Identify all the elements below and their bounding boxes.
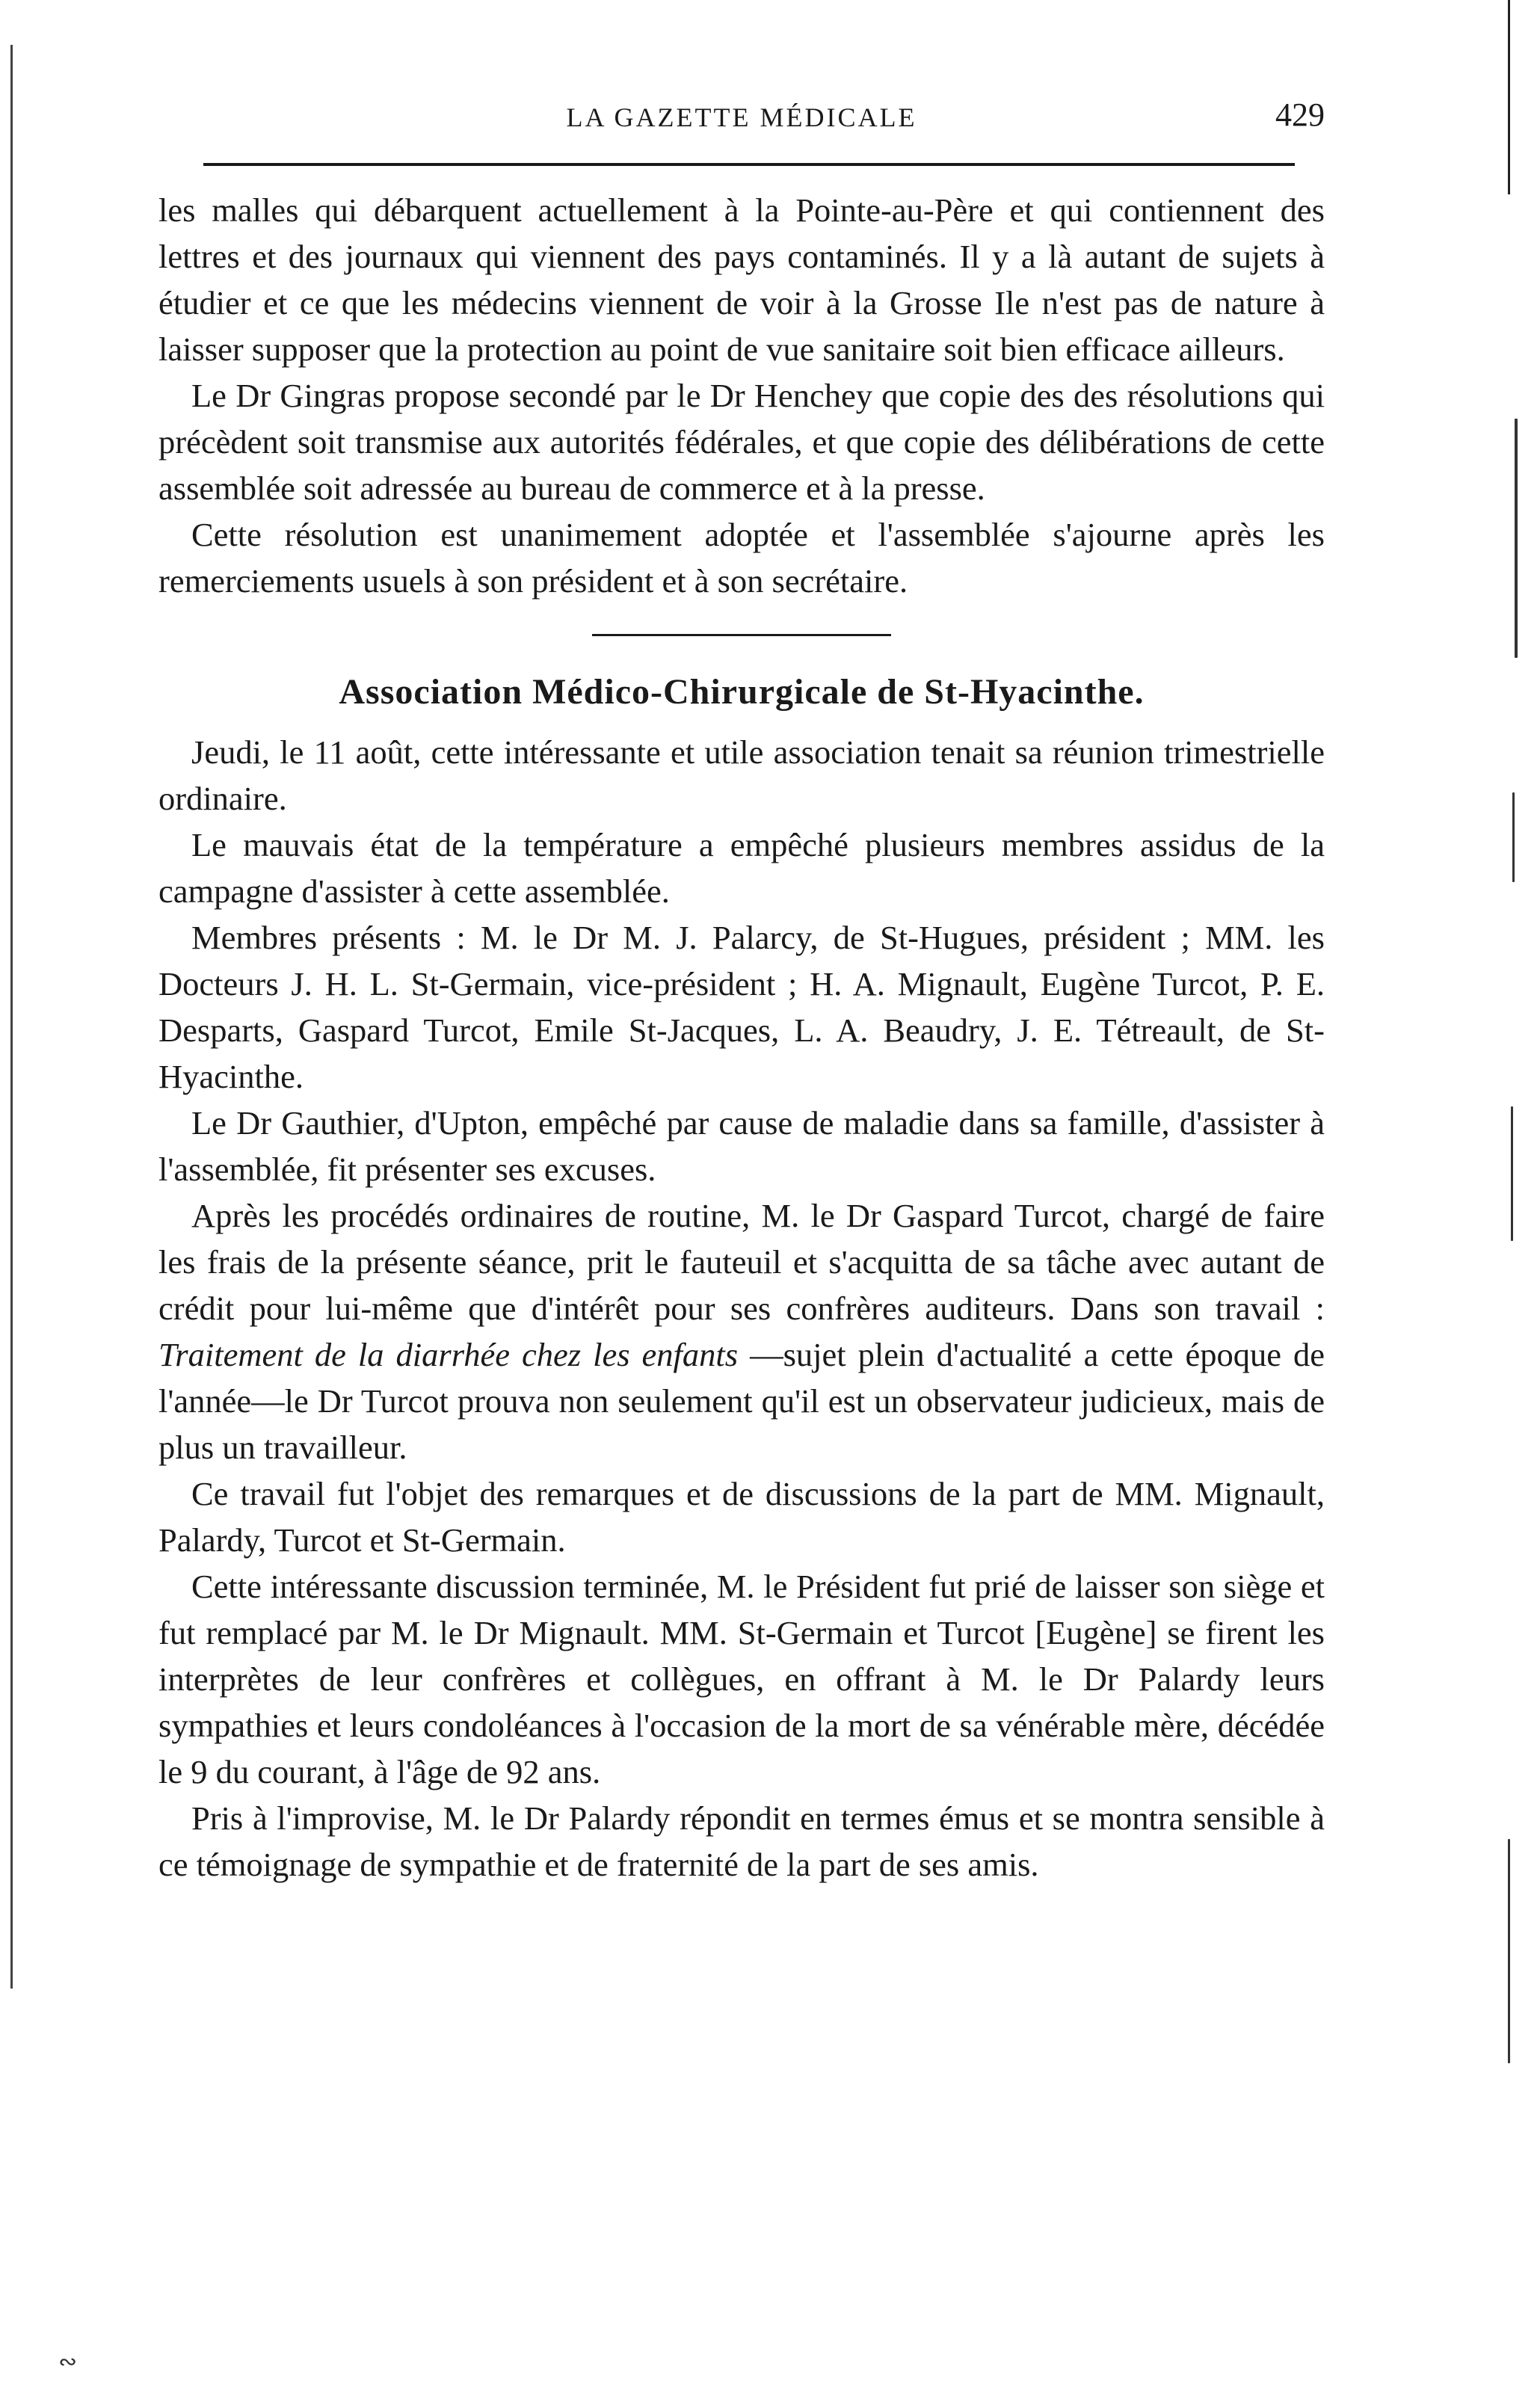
paragraph: Jeudi, le 11 août, cette intéressante et utile association tenait sa réunion trimestrielle ordinaire.: [158, 733, 1325, 817]
paragraph: Cette intéressante discussion terminée, M. le Président fut prié de laisser son siège et fut remplacé par M. le Dr Mignault. MM. St-Germain et Turcot [Eugène] se firent les interprètes de leur confrères et collègues, en offrant à M. le Dr Palardy leurs sympathies et leurs condoléances à l'occasion de la mort de sa vénérable mère, décédée le 9 du courant, à l'âge de 92 ans.: [158, 1568, 1325, 1790]
paragraph: Le Dr Gauthier, d'Upton, empêché par cause de maladie dans sa famille, d'assister à l'assemblée, fit présenter ses excuses.: [158, 1104, 1325, 1188]
running-head: LA GAZETTE MÉDICALE: [566, 102, 917, 132]
edge-speck: [1515, 419, 1518, 658]
page-number: 429: [1275, 96, 1325, 133]
paragraph: Cette résolution est unanimement adoptée et l'assemblée s'ajourne après les remerciements usuels à son président et à son secrétaire.: [158, 516, 1325, 600]
edge-speck: [1508, 1839, 1510, 2063]
section-separator: [592, 634, 891, 636]
travail-text-before: Après les procédés ordinaires de routine, M. le Dr Gaspard Turcot, chargé de faire les frais de la présente séance, prit le fauteuil et s'acquitta de sa tâche avec autant de crédit pour lui-même que d'intérêt pour ses confrères auditeurs. Dans son travail :: [158, 1197, 1325, 1327]
left-margin-line: [10, 45, 13, 1989]
paragraph-travail: [158, 1192, 1325, 1470]
header-rule: [203, 163, 1295, 166]
paragraph: les malles qui débarquent actuellement à la Pointe-au-Père et qui contiennent des lettres et des journaux qui viennent des pays contaminés. Il y a là autant de sujets à étudier et ce que les médecins viennent de voir à la Grosse Ile n'est pas de nature à laisser supposer que la protection au point de vue sanitaire soit bien efficace ailleurs.: [158, 191, 1325, 368]
section-title: Association Médico-Chirurgicale de St-Hyacinthe.: [339, 672, 1145, 712]
article-body: [158, 187, 1325, 1888]
paragraph: Ce travail fut l'objet des remarques et de discussions de la part de MM. Mignault, Palardy, Turcot et St-Germain.: [158, 1475, 1325, 1559]
right-margin-line: [1508, 0, 1510, 194]
edge-speck: [1511, 1106, 1513, 1241]
paragraph: Le Dr Gingras propose secondé par le Dr Henchey que copie des des résolutions qui précèdent soit transmise aux autorités fédérales, et que copie des délibérations de cette assemblée soit adressée au bureau de commerce et à la presse.: [158, 377, 1325, 507]
paragraph: Pris à l'improvise, M. le Dr Palardy répondit en termes émus et se montra sensible à ce témoignage de sympathie et de fraternité de la part de ses amis.: [158, 1799, 1325, 1883]
page: [158, 90, 1325, 1888]
footer-mark: ∾: [58, 2350, 78, 2374]
page-header: [158, 90, 1325, 150]
edge-speck: [1512, 792, 1515, 882]
paragraph: Le mauvais état de la température a empêché plusieurs membres assidus de la campagne d'assister à cette assemblée.: [158, 826, 1325, 910]
travail-title: Traitement de la diarrhée chez les enfants: [158, 1336, 739, 1373]
paragraph: Membres présents : M. le Dr M. J. Palarcy, de St-Hugues, président ; MM. les Docteurs J. H. L. St-Germain, vice-président ; H. A. Mignault, Eugène Turcot, P. E. Desparts, Gaspard Turcot, Emile St-Jacques, L. A. Beaudry, J. E. Tétreault, de St-Hyacinthe.: [158, 919, 1325, 1095]
travail-text-after: —sujet plein d'actualité a cette époque de l'année—le Dr Turcot prouva non seulement qu'il est un observateur judicieux, mais de plus un travailleur.: [158, 1336, 1325, 1466]
